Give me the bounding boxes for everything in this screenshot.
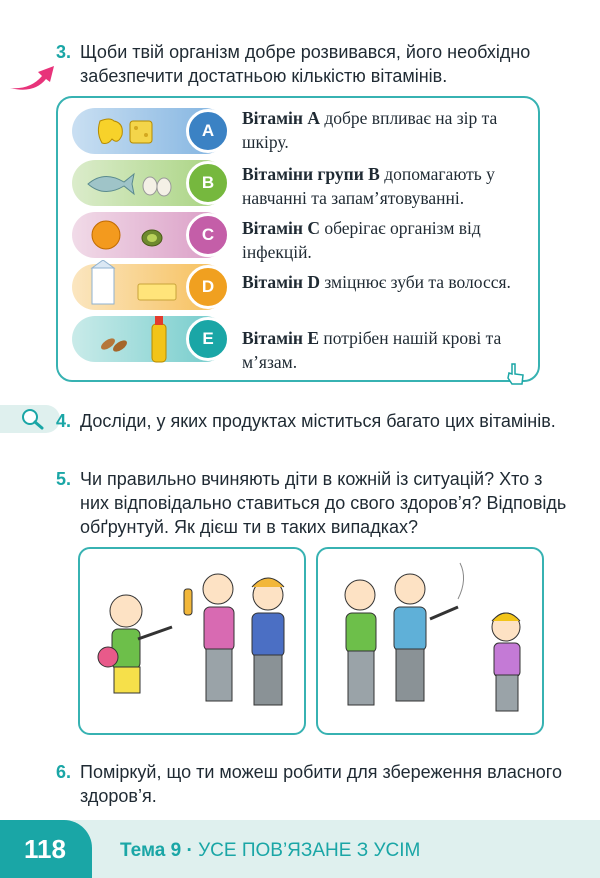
vitamin-badge-e: E (186, 317, 230, 361)
task-number: 3. (56, 42, 72, 62)
topic-label: Тема 9 (120, 840, 182, 861)
vitamin-row-b (72, 160, 228, 206)
task-text: Щоби твій організм добре розвивався, його необхідно забезпечити достатньою кількістю вітамінів. (80, 42, 531, 86)
vitamin-row-a (72, 108, 228, 154)
vitamins-panel (56, 96, 540, 382)
footer-topic (120, 840, 420, 862)
hand-icon (502, 362, 528, 388)
task-3 (56, 40, 570, 88)
magnifier-icon (20, 408, 44, 430)
pointer-arrow-icon (8, 62, 56, 98)
task-number: 6. (56, 762, 72, 782)
task-6 (56, 760, 570, 808)
vitamin-badge-d: D (186, 265, 230, 309)
vitamin-description-d: Вітамін D зміцнює зуби та волосся. (242, 272, 511, 292)
vitamin-description-b: Вітаміни групи B допомагають у навчанні та запам’ятовуванні. (242, 164, 495, 208)
task-4 (56, 409, 570, 433)
task-text: Поміркуй, що ти можеш робити для збереження власного здоров’я. (80, 762, 562, 806)
vitamin-badge-c: C (186, 213, 230, 257)
vitamin-description-c: Вітамін C оберігає організм від інфекцій. (242, 218, 481, 262)
task-number: 5. (56, 469, 72, 489)
task-number: 4. (56, 411, 72, 431)
vitamin-badge-a: A (186, 109, 230, 153)
orange-kiwi-icon (90, 218, 170, 252)
magnifier-tab (0, 405, 60, 433)
vitamin-row-e (72, 316, 228, 362)
vitamin-badge-b: B (186, 161, 230, 205)
vitamin-row-c (72, 212, 228, 258)
nuts-oil-icon (90, 310, 180, 366)
page-number: 118 (24, 834, 66, 864)
topic-separator: · (186, 840, 193, 861)
task-text: Досліди, у яких продуктах міститься багато цих вітамінів. (80, 411, 556, 431)
task-5 (56, 467, 570, 539)
milk-butter-icon (86, 260, 186, 308)
vitamin-description-a: Вітамін A добре впливає на зір та шкіру. (242, 108, 498, 152)
fish-eggs-icon (84, 168, 174, 200)
illustration-smoking (316, 547, 544, 735)
task-text: Чи правильно вчиняють діти в кожній із ситуацій? Хто з них відповідально ставиться до свого здоров’я? Відповідь обґрунтуй. Як дієш ти в таких випадках? (80, 469, 567, 537)
topic-title: УСЕ ПОВ’ЯЗАНЕ З УСІМ (198, 840, 421, 861)
vitamin-description-e: Вітамін E потрібен нашій крові та м’язам. (242, 328, 502, 372)
illustration-drinking (78, 547, 306, 735)
pepper-cheese-icon (94, 115, 154, 147)
vitamin-row-d (72, 264, 228, 310)
